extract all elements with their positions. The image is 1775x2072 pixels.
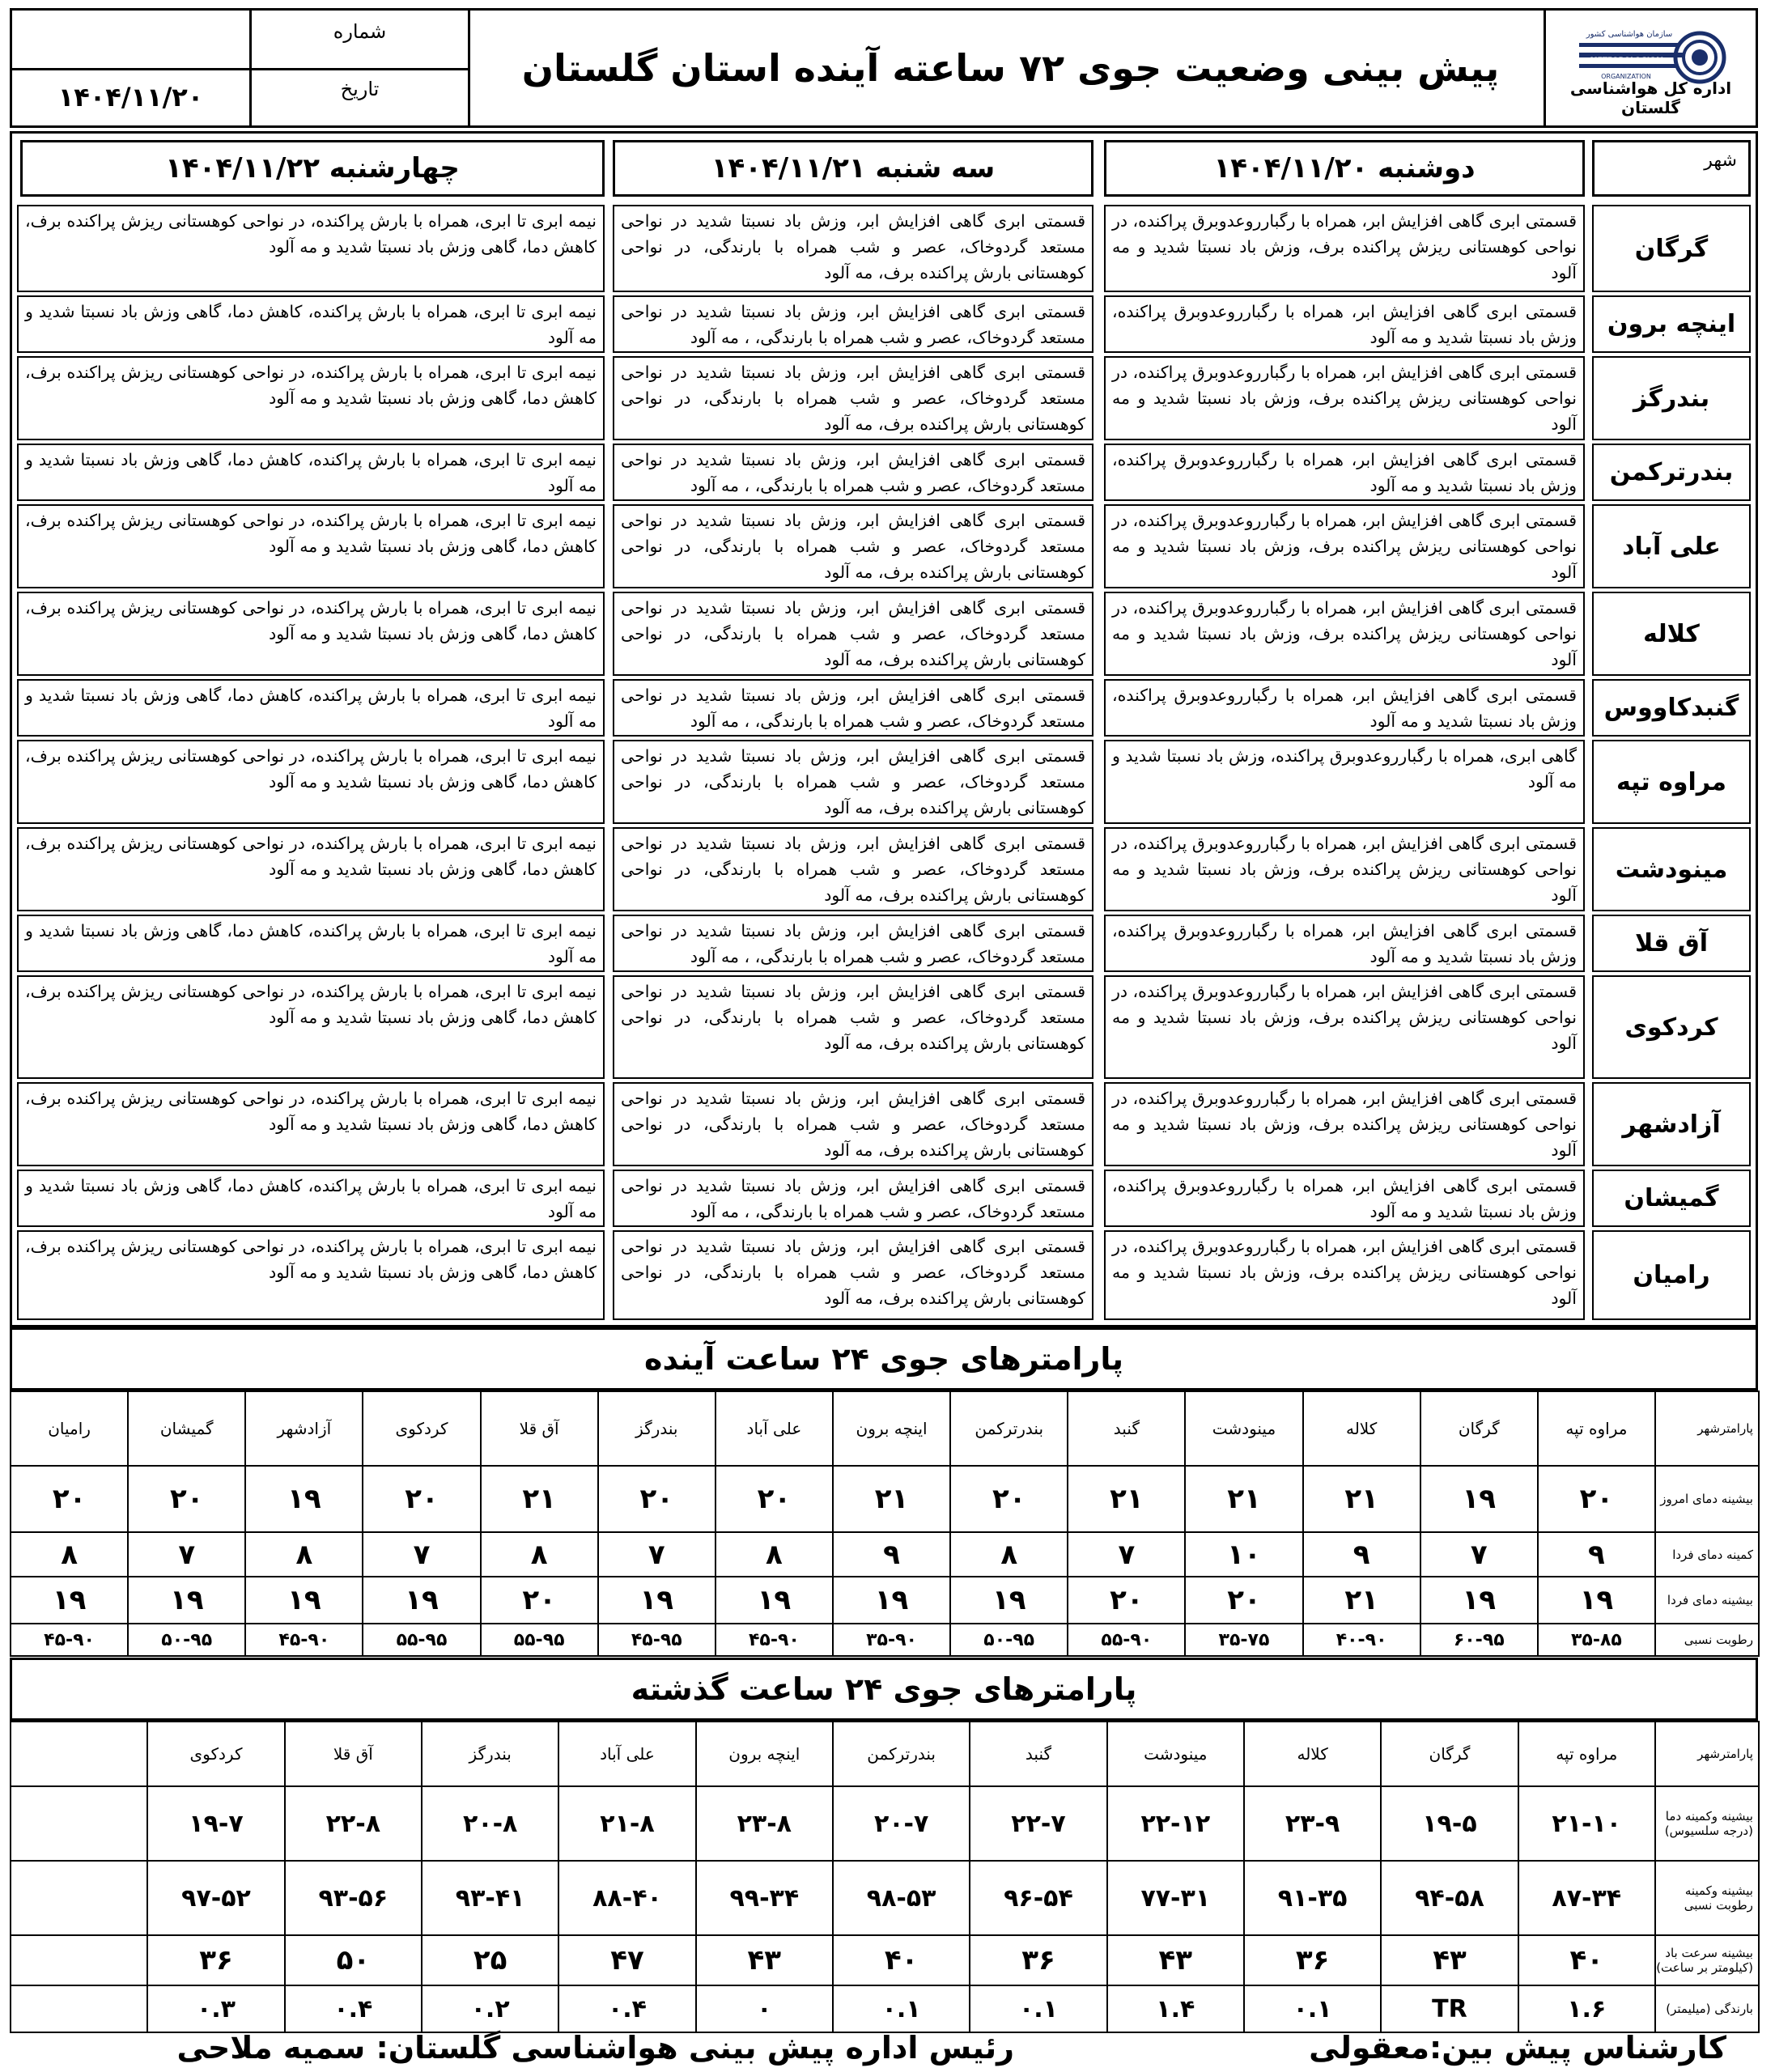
parameter-value: ۷	[128, 1532, 245, 1577]
day-3-header: چهارشنبه ۱۴۰۴/۱۱/۲۲	[20, 140, 605, 197]
city-column-header: بندرترکمن	[833, 1722, 970, 1786]
city-column-header: بندرگز	[422, 1722, 558, 1786]
day-1-forecast: قسمتی ابری گاهی افزایش ابر، همراه با رگبارروعدوبرق پراکنده، در نواحی کوهستانی ریزش پراکنده برف، وزش باد نسبتا شدید و مه آلود	[1104, 1230, 1585, 1320]
parameter-value: ۷	[1068, 1532, 1185, 1577]
parameter-value: ۸	[950, 1532, 1068, 1577]
day-2-forecast: قسمتی ابری گاهی افزایش ابر، وزش باد نسبتا شدید در نواحی مستعد گردوخاک، عصر و شب همراه با بارندگی، در نواحی کوهستانی بارش پراکنده برف، مه آلود	[613, 1230, 1093, 1320]
day-1-forecast: قسمتی ابری گاهی افزایش ابر، همراه با رگبارروعدوبرق پراکنده، در نواحی کوهستانی ریزش پراکنده برف، وزش باد نسبتا شدید و مه آلود	[1104, 504, 1585, 588]
forecast-row	[17, 1230, 1751, 1320]
day-3-forecast: نیمه ابری تا ابری، همراه با بارش پراکنده، کاهش دما، گاهی وزش باد نسبتا شدید و مه آلود	[17, 915, 605, 972]
forecast-row	[17, 295, 1751, 353]
parameter-value: ۷	[1420, 1532, 1538, 1577]
parameter-value: ۱۰	[1185, 1532, 1302, 1577]
parameter-value: ۲۰	[950, 1466, 1068, 1532]
parameter-value: ۲۰-۸	[422, 1786, 558, 1861]
forecast-row	[17, 827, 1751, 911]
forecast-row	[17, 504, 1751, 588]
parameter-label: بیشینه دمای امروز	[1655, 1466, 1759, 1532]
date-value: ۱۴۰۴/۱۱/۲۰	[57, 81, 204, 113]
parameter-value: ۴۵-۹۰	[245, 1624, 363, 1656]
parameter-value: ۰.۱	[833, 1985, 970, 2032]
parameter-value: ۹	[1303, 1532, 1420, 1577]
parameter-value: ۴۳	[1107, 1935, 1244, 1985]
day-3-forecast: نیمه ابری تا ابری، همراه با بارش پراکنده، کاهش دما، گاهی وزش باد نسبتا شدید و مه آلود	[17, 1170, 605, 1227]
corner-label: پارامترشهر	[1655, 1722, 1759, 1786]
parameter-value: ۱۹	[716, 1577, 833, 1624]
day-2-forecast: قسمتی ابری گاهی افزایش ابر، وزش باد نسبتا شدید در نواحی مستعد گردوخاک، عصر و شب همراه با بارندگی، ، مه آلود	[613, 679, 1093, 737]
office-name: اداره کل هواشناسی گلستان	[1569, 79, 1732, 117]
parameter-value: ۴۵-۹۵	[598, 1624, 716, 1656]
parameter-value: ۱.۶	[1518, 1985, 1655, 2032]
parameter-value: ۹۳-۵۶	[285, 1861, 422, 1935]
city-name: بندرگز	[1592, 356, 1751, 440]
chief-signature: رئیس اداره پیش بینی هواشناسی گلستان: سمیه ملاحی	[176, 2030, 1014, 2066]
day-2-forecast: قسمتی ابری گاهی افزایش ابر، وزش باد نسبتا شدید در نواحی مستعد گردوخاک، عصر و شب همراه با بارندگی، در نواحی کوهستانی بارش پراکنده برف، مه آلود	[613, 205, 1093, 292]
parameter-value: ۹	[833, 1532, 950, 1577]
city-name: مینودشت	[1592, 827, 1751, 911]
city-column-header: اینچه برون	[833, 1391, 950, 1466]
parameter-value: ۹۴-۵۸	[1381, 1861, 1518, 1935]
parameter-value: ۴۵-۹۰	[11, 1624, 128, 1656]
parameter-value: ۹	[1538, 1532, 1655, 1577]
parameter-value: ۸	[481, 1532, 598, 1577]
city-column-header: علی آباد	[558, 1722, 695, 1786]
forecast-table	[10, 131, 1758, 1327]
parameter-value: ۴۰	[833, 1935, 970, 1985]
city-column-header: گرگان	[1420, 1391, 1538, 1466]
parameter-value: ۰.۴	[558, 1985, 695, 2032]
parameter-value: ۴۷	[558, 1935, 695, 1985]
parameter-value: ۸	[11, 1532, 128, 1577]
day-2-forecast: قسمتی ابری گاهی افزایش ابر، وزش باد نسبتا شدید در نواحی مستعد گردوخاک، عصر و شب همراه با بارندگی، در نواحی کوهستانی بارش پراکنده برف، مه آلود	[613, 827, 1093, 911]
city-column-header: آق قلا	[285, 1722, 422, 1786]
parameter-value: ۰.۱	[1244, 1985, 1381, 2032]
parameter-value: ۹۳-۴۱	[422, 1861, 558, 1935]
city-column-header: گرگان	[1381, 1722, 1518, 1786]
day-2-forecast: قسمتی ابری گاهی افزایش ابر، وزش باد نسبتا شدید در نواحی مستعد گردوخاک، عصر و شب همراه با بارندگی، ، مه آلود	[613, 1170, 1093, 1227]
document-meta	[12, 11, 470, 125]
day-2-forecast: قسمتی ابری گاهی افزایش ابر، وزش باد نسبتا شدید در نواحی مستعد گردوخاک، عصر و شب همراه با بارندگی، ، مه آلود	[613, 444, 1093, 501]
corner-label: پارامترشهر	[1655, 1391, 1759, 1466]
parameter-value: ۲۰	[481, 1577, 598, 1624]
city-name: آزادشهر	[1592, 1082, 1751, 1166]
day-2-forecast: قسمتی ابری گاهی افزایش ابر، وزش باد نسبتا شدید در نواحی مستعد گردوخاک، عصر و شب همراه با بارندگی، در نواحی کوهستانی بارش پراکنده برف، مه آلود	[613, 740, 1093, 824]
parameter-value: ۶۰-۹۵	[1420, 1624, 1538, 1656]
city-column-header: گنبد	[1068, 1391, 1185, 1466]
parameter-value: ۱.۴	[1107, 1985, 1244, 2032]
parameter-value: ۲۰	[11, 1466, 128, 1532]
parameter-value: ۵۰	[285, 1935, 422, 1985]
parameter-value: ۴۳	[1381, 1935, 1518, 1985]
day-3-forecast: نیمه ابری تا ابری، همراه با بارش پراکنده، کاهش دما، گاهی وزش باد نسبتا شدید و مه آلود	[17, 295, 605, 353]
city-column-header: شهر	[1592, 140, 1751, 197]
number-label: شماره	[249, 11, 468, 68]
next24-title: پارامترهای جوی ۲۴ ساعت آینده	[10, 1327, 1758, 1391]
parameter-value: ۲۲-۸	[285, 1786, 422, 1861]
city-name: علی آباد	[1592, 504, 1751, 588]
table-row	[11, 1861, 1759, 1935]
parameter-value: ۲۰	[1068, 1577, 1185, 1624]
parameter-value: ۰.۳	[147, 1985, 284, 2032]
logo-en-text-1: IRANIAN	[1612, 46, 1639, 53]
day-3-forecast: نیمه ابری تا ابری، همراه با بارش پراکنده، در نواحی کوهستانی ریزش پراکنده برف، کاهش دما، گاهی وزش باد نسبتا شدید و مه آلود	[17, 205, 605, 292]
parameter-value: ۰.۴	[285, 1985, 422, 2032]
parameter-label: بیشینه دمای فردا	[1655, 1577, 1759, 1624]
parameter-value: ۵۵-۹۵	[363, 1624, 480, 1656]
parameter-value: ۲۵	[422, 1935, 558, 1985]
city-column-header: آزادشهر	[245, 1391, 363, 1466]
table-row	[11, 1577, 1759, 1624]
parameter-value: ۴۰	[1518, 1935, 1655, 1985]
parameter-value: ۲۱	[1303, 1577, 1420, 1624]
parameter-value: ۳۶	[1244, 1935, 1381, 1985]
parameter-value: ۲۰	[128, 1466, 245, 1532]
parameter-value: ۹۹-۳۴	[696, 1861, 833, 1935]
day-2-forecast: قسمتی ابری گاهی افزایش ابر، وزش باد نسبتا شدید در نواحی مستعد گردوخاک، عصر و شب همراه با بارندگی، ، مه آلود	[613, 915, 1093, 972]
parameter-value: ۲۱	[1185, 1466, 1302, 1532]
parameter-value: ۱۹	[363, 1577, 480, 1624]
document-header	[10, 8, 1758, 128]
parameter-label: بیشینه وکمینه رطوبت نسبی	[1655, 1861, 1759, 1935]
parameter-label: رطوبت نسبی	[1655, 1624, 1759, 1656]
parameter-value: ۷۷-۳۱	[1107, 1861, 1244, 1935]
parameter-value	[11, 1786, 147, 1861]
city-column-header: مراوه تپه	[1538, 1391, 1655, 1466]
table-row	[11, 1624, 1759, 1656]
parameter-value: ۳۵-۷۵	[1185, 1624, 1302, 1656]
city-column-header: مینودشت	[1107, 1722, 1244, 1786]
forecast-row	[17, 205, 1751, 292]
city-name: بندرترکمن	[1592, 444, 1751, 501]
table-row	[11, 1935, 1759, 1985]
day-1-forecast: قسمتی ابری گاهی افزایش ابر، همراه با رگبارروعدوبرق پراکنده، در نواحی کوهستانی ریزش پراکنده برف، وزش باد نسبتا شدید و مه آلود	[1104, 975, 1585, 1079]
parameter-value: ۲۰	[363, 1466, 480, 1532]
parameter-value: ۱۹	[598, 1577, 716, 1624]
day-1-forecast: گاهی ابری، همراه با رگبارروعدوبرق پراکنده، وزش باد نسبتا شدید و مه آلود	[1104, 740, 1585, 824]
parameter-value: ۱۹	[1420, 1466, 1538, 1532]
parameter-label: بیشینه سرعت باد (کیلومتر بر ساعت)	[1655, 1935, 1759, 1985]
day-1-forecast: قسمتی ابری گاهی افزایش ابر، همراه با رگبارروعدوبرق پراکنده، در نواحی کوهستانی ریزش پراکنده برف، وزش باد نسبتا شدید و مه آلود	[1104, 827, 1585, 911]
parameter-value: ۲۱	[833, 1466, 950, 1532]
logo-en-text-2: METEOROLOGICAL	[1590, 57, 1665, 65]
city-column-header: کردکوی	[147, 1722, 284, 1786]
day-2-forecast: قسمتی ابری گاهی افزایش ابر، وزش باد نسبتا شدید در نواحی مستعد گردوخاک، عصر و شب همراه با بارندگی، در نواحی کوهستانی بارش پراکنده برف، مه آلود	[613, 504, 1093, 588]
parameter-value: ۵۵-۹۵	[481, 1624, 598, 1656]
day-1-forecast: قسمتی ابری گاهی افزایش ابر، همراه با رگبارروعدوبرق پراکنده، در نواحی کوهستانی ریزش پراکنده برف، وزش باد نسبتا شدید و مه آلود	[1104, 1082, 1585, 1166]
day-1-header: دوشنبه ۱۴۰۴/۱۱/۲۰	[1104, 140, 1585, 197]
day-1-forecast: قسمتی ابری گاهی افزایش ابر، همراه با رگبارروعدوبرق پراکنده، در نواحی کوهستانی ریزش پراکنده برف، وزش باد نسبتا شدید و مه آلود	[1104, 356, 1585, 440]
city-column-header: گنبد	[970, 1722, 1106, 1786]
parameter-value: ۹۸-۵۳	[833, 1861, 970, 1935]
parameter-value: ۲۳-۸	[696, 1786, 833, 1861]
city-column-header: علی آباد	[716, 1391, 833, 1466]
city-name: رامیان	[1592, 1230, 1751, 1320]
parameter-value: ۵۰-۹۵	[950, 1624, 1068, 1656]
parameter-value: ۱۹	[11, 1577, 128, 1624]
parameter-value: ۸	[245, 1532, 363, 1577]
parameter-value: ۱۹	[1420, 1577, 1538, 1624]
day-3-forecast: نیمه ابری تا ابری، همراه با بارش پراکنده، کاهش دما، گاهی وزش باد نسبتا شدید و مه آلود	[17, 679, 605, 737]
day-3-forecast: نیمه ابری تا ابری، همراه با بارش پراکنده، در نواحی کوهستانی ریزش پراکنده برف، کاهش دما، گاهی وزش باد نسبتا شدید و مه آلود	[17, 975, 605, 1079]
day-3-forecast: نیمه ابری تا ابری، همراه با بارش پراکنده، در نواحی کوهستانی ریزش پراکنده برف، کاهش دما، گاهی وزش باد نسبتا شدید و مه آلود	[17, 1230, 605, 1320]
day-1-forecast: قسمتی ابری گاهی افزایش ابر، همراه با رگبارروعدوبرق پراکنده، وزش باد نسبتا شدید و مه آلود	[1104, 1170, 1585, 1227]
number-value	[12, 11, 249, 68]
parameter-value: ۲۲-۱۲	[1107, 1786, 1244, 1861]
parameter-value: ۹۷-۵۲	[147, 1861, 284, 1935]
logo-en-text-3: ORGANIZATION	[1600, 73, 1651, 80]
city-column-header: بندرترکمن	[950, 1391, 1068, 1466]
parameter-value: ۳۵-۸۵	[1538, 1624, 1655, 1656]
city-column-header: اینچه برون	[696, 1722, 833, 1786]
forecast-row	[17, 1082, 1751, 1166]
parameter-value: ۲۰	[598, 1466, 716, 1532]
parameter-value: ۳۵-۹۰	[833, 1624, 950, 1656]
logo-box	[1544, 11, 1756, 125]
parameter-value: ۱۹	[128, 1577, 245, 1624]
parameter-value: ۳۶	[970, 1935, 1106, 1985]
parameter-value: ۸	[716, 1532, 833, 1577]
day-1-forecast: قسمتی ابری گاهی افزایش ابر، همراه با رگبارروعدوبرق پراکنده، وزش باد نسبتا شدید و مه آلود	[1104, 679, 1585, 737]
parameter-value: ۱۹	[245, 1577, 363, 1624]
parameter-value: ۲۰-۷	[833, 1786, 970, 1861]
city-column-header	[11, 1722, 147, 1786]
parameter-label: بارندگی (میلیمتر)	[1655, 1985, 1759, 2032]
forecaster-signature: کارشناس پیش بین:معقولی	[1309, 2030, 1726, 2066]
city-column-header: گمیشان	[128, 1391, 245, 1466]
parameter-value: ۹۶-۵۴	[970, 1861, 1106, 1935]
table-row	[11, 1985, 1759, 2032]
page-title: پیش بینی وضعیت جوی ۷۲ ساعته آینده استان گلستان	[521, 46, 1500, 90]
parameter-value: ۲۰	[1538, 1466, 1655, 1532]
parameter-value: ۲۰	[716, 1466, 833, 1532]
parameter-value: ۱۹	[950, 1577, 1068, 1624]
city-name: کردکوی	[1592, 975, 1751, 1079]
parameter-value: ۵۵-۹۰	[1068, 1624, 1185, 1656]
day-3-forecast: نیمه ابری تا ابری، همراه با بارش پراکنده، در نواحی کوهستانی ریزش پراکنده برف، کاهش دما، گاهی وزش باد نسبتا شدید و مه آلود	[17, 504, 605, 588]
day-3-forecast: نیمه ابری تا ابری، همراه با بارش پراکنده، در نواحی کوهستانی ریزش پراکنده برف، کاهش دما، گاهی وزش باد نسبتا شدید و مه آلود	[17, 592, 605, 676]
day-3-forecast: نیمه ابری تا ابری، همراه با بارش پراکنده، در نواحی کوهستانی ریزش پراکنده برف، کاهش دما، گاهی وزش باد نسبتا شدید و مه آلود	[17, 740, 605, 824]
table-row	[11, 1466, 1759, 1532]
number-row	[12, 11, 468, 70]
city-column-header: کلاله	[1303, 1391, 1420, 1466]
parameter-value: ۱۹	[245, 1466, 363, 1532]
parameter-value: ۸۸-۴۰	[558, 1861, 695, 1935]
forecast-row	[17, 975, 1751, 1079]
parameter-value: ۱۹-۷	[147, 1786, 284, 1861]
parameter-value: ۴۳	[696, 1935, 833, 1985]
parameter-value: ۲۱	[481, 1466, 598, 1532]
past24-table	[10, 1721, 1760, 2033]
parameter-value: ۲۰	[1185, 1577, 1302, 1624]
day-2-forecast: قسمتی ابری گاهی افزایش ابر، وزش باد نسبتا شدید در نواحی مستعد گردوخاک، عصر و شب همراه با بارندگی، در نواحی کوهستانی بارش پراکنده برف، مه آلود	[613, 356, 1093, 440]
parameter-value: ۲۲-۷	[970, 1786, 1106, 1861]
city-name: گمیشان	[1592, 1170, 1751, 1227]
day-3-forecast: نیمه ابری تا ابری، همراه با بارش پراکنده، کاهش دما، گاهی وزش باد نسبتا شدید و مه آلود	[17, 444, 605, 501]
forecast-row	[17, 679, 1751, 737]
day-3-forecast: نیمه ابری تا ابری، همراه با بارش پراکنده، در نواحی کوهستانی ریزش پراکنده برف، کاهش دما، گاهی وزش باد نسبتا شدید و مه آلود	[17, 1082, 605, 1166]
parameter-value: ۲۱	[1303, 1466, 1420, 1532]
parameter-value	[11, 1861, 147, 1935]
city-column-header: آق قلا	[481, 1391, 598, 1466]
past24-title: پارامترهای جوی ۲۴ ساعت گذشته	[10, 1658, 1758, 1721]
parameter-value: ۷	[598, 1532, 716, 1577]
parameter-value: ۷	[363, 1532, 480, 1577]
table-row	[11, 1786, 1759, 1861]
parameter-value: ۲۱-۱۰	[1518, 1786, 1655, 1861]
parameter-value	[11, 1985, 147, 2032]
day-2-forecast: قسمتی ابری گاهی افزایش ابر، وزش باد نسبتا شدید در نواحی مستعد گردوخاک، عصر و شب همراه با بارندگی، در نواحی کوهستانی بارش پراکنده برف، مه آلود	[613, 1082, 1093, 1166]
table-header-row	[11, 1722, 1759, 1786]
day-2-header: سه شنبه ۱۴۰۴/۱۱/۲۱	[613, 140, 1093, 197]
day-1-forecast: قسمتی ابری گاهی افزایش ابر، همراه با رگبارروعدوبرق پراکنده، وزش باد نسبتا شدید و مه آلود	[1104, 444, 1585, 501]
city-name: اینچه برون	[1592, 295, 1751, 353]
date-row	[12, 68, 468, 125]
parameter-value: ۲۳-۹	[1244, 1786, 1381, 1861]
parameter-value: ۴۵-۹۰	[716, 1624, 833, 1656]
forecast-row	[17, 356, 1751, 440]
forecast-row	[17, 592, 1751, 676]
day-1-forecast: قسمتی ابری گاهی افزایش ابر، همراه با رگبارروعدوبرق پراکنده، در نواحی کوهستانی ریزش پراکنده برف، وزش باد نسبتا شدید و مه آلود	[1104, 205, 1585, 292]
day-3-forecast: نیمه ابری تا ابری، همراه با بارش پراکنده، در نواحی کوهستانی ریزش پراکنده برف، کاهش دما، گاهی وزش باد نسبتا شدید و مه آلود	[17, 827, 605, 911]
city-name: کلاله	[1592, 592, 1751, 676]
city-column-header: بندرگز	[598, 1391, 716, 1466]
parameter-label: بیشینه وکمینه دما (درجه سلسیوس)	[1655, 1786, 1759, 1861]
parameter-value: ۰	[696, 1985, 833, 2032]
parameter-value: ۲۱-۸	[558, 1786, 695, 1861]
parameter-value: ۹۱-۳۵	[1244, 1861, 1381, 1935]
table-header-row	[11, 1391, 1759, 1466]
day-1-forecast: قسمتی ابری گاهی افزایش ابر، همراه با رگبارروعدوبرق پراکنده، وزش باد نسبتا شدید و مه آلود	[1104, 915, 1585, 972]
day-2-forecast: قسمتی ابری گاهی افزایش ابر، وزش باد نسبتا شدید در نواحی مستعد گردوخاک، عصر و شب همراه با بارندگی، در نواحی کوهستانی بارش پراکنده برف، مه آلود	[613, 592, 1093, 676]
forecast-row	[17, 1170, 1751, 1227]
city-column-header: رامیان	[11, 1391, 128, 1466]
day-1-forecast: قسمتی ابری گاهی افزایش ابر، همراه با رگبارروعدوبرق پراکنده، در نواحی کوهستانی ریزش پراکنده برف، وزش باد نسبتا شدید و مه آلود	[1104, 592, 1585, 676]
city-name: گنبدکاووس	[1592, 679, 1751, 737]
city-column-header: مراوه تپه	[1518, 1722, 1655, 1786]
forecast-row	[17, 444, 1751, 501]
parameter-value: ۲۱	[1068, 1466, 1185, 1532]
forecast-row	[17, 740, 1751, 824]
parameter-value	[11, 1935, 147, 1985]
parameter-value: ۰.۱	[970, 1985, 1106, 2032]
city-column-header: کردکوی	[363, 1391, 480, 1466]
parameter-label: کمینه دمای فردا	[1655, 1532, 1759, 1577]
parameter-value: ۸۷-۳۴	[1518, 1861, 1655, 1935]
parameter-value: ۱۹	[833, 1577, 950, 1624]
table-row	[11, 1532, 1759, 1577]
parameter-value: ۱۹	[1538, 1577, 1655, 1624]
date-label: تاریخ	[249, 68, 468, 125]
city-column-header: مینودشت	[1185, 1391, 1302, 1466]
parameter-value: ۴۰-۹۰	[1303, 1624, 1420, 1656]
city-name: مراوه تپه	[1592, 740, 1751, 824]
city-name: گرگان	[1592, 205, 1751, 292]
day-3-forecast: نیمه ابری تا ابری، همراه با بارش پراکنده، در نواحی کوهستانی ریزش پراکنده برف، کاهش دما، گاهی وزش باد نسبتا شدید و مه آلود	[17, 356, 605, 440]
day-1-forecast: قسمتی ابری گاهی افزایش ابر، همراه با رگبارروعدوبرق پراکنده، وزش باد نسبتا شدید و مه آلود	[1104, 295, 1585, 353]
forecast-row	[17, 915, 1751, 972]
parameter-value: ۵۰-۹۵	[128, 1624, 245, 1656]
parameter-value: ۱۹-۵	[1381, 1786, 1518, 1861]
parameter-value: TR	[1381, 1985, 1518, 2032]
city-name: آق قلا	[1592, 915, 1751, 972]
logo-fa-text: سازمان هواشناسی کشور	[1586, 30, 1672, 39]
day-2-forecast: قسمتی ابری گاهی افزایش ابر، وزش باد نسبتا شدید در نواحی مستعد گردوخاک، عصر و شب همراه با بارندگی، ، مه آلود	[613, 295, 1093, 353]
next24-table	[10, 1391, 1760, 1657]
city-column-header: کلاله	[1244, 1722, 1381, 1786]
parameter-value: ۰.۲	[422, 1985, 558, 2032]
parameter-value: ۳۶	[147, 1935, 284, 1985]
day-2-forecast: قسمتی ابری گاهی افزایش ابر، وزش باد نسبتا شدید در نواحی مستعد گردوخاک، عصر و شب همراه با بارندگی، در نواحی کوهستانی بارش پراکنده برف، مه آلود	[613, 975, 1093, 1079]
